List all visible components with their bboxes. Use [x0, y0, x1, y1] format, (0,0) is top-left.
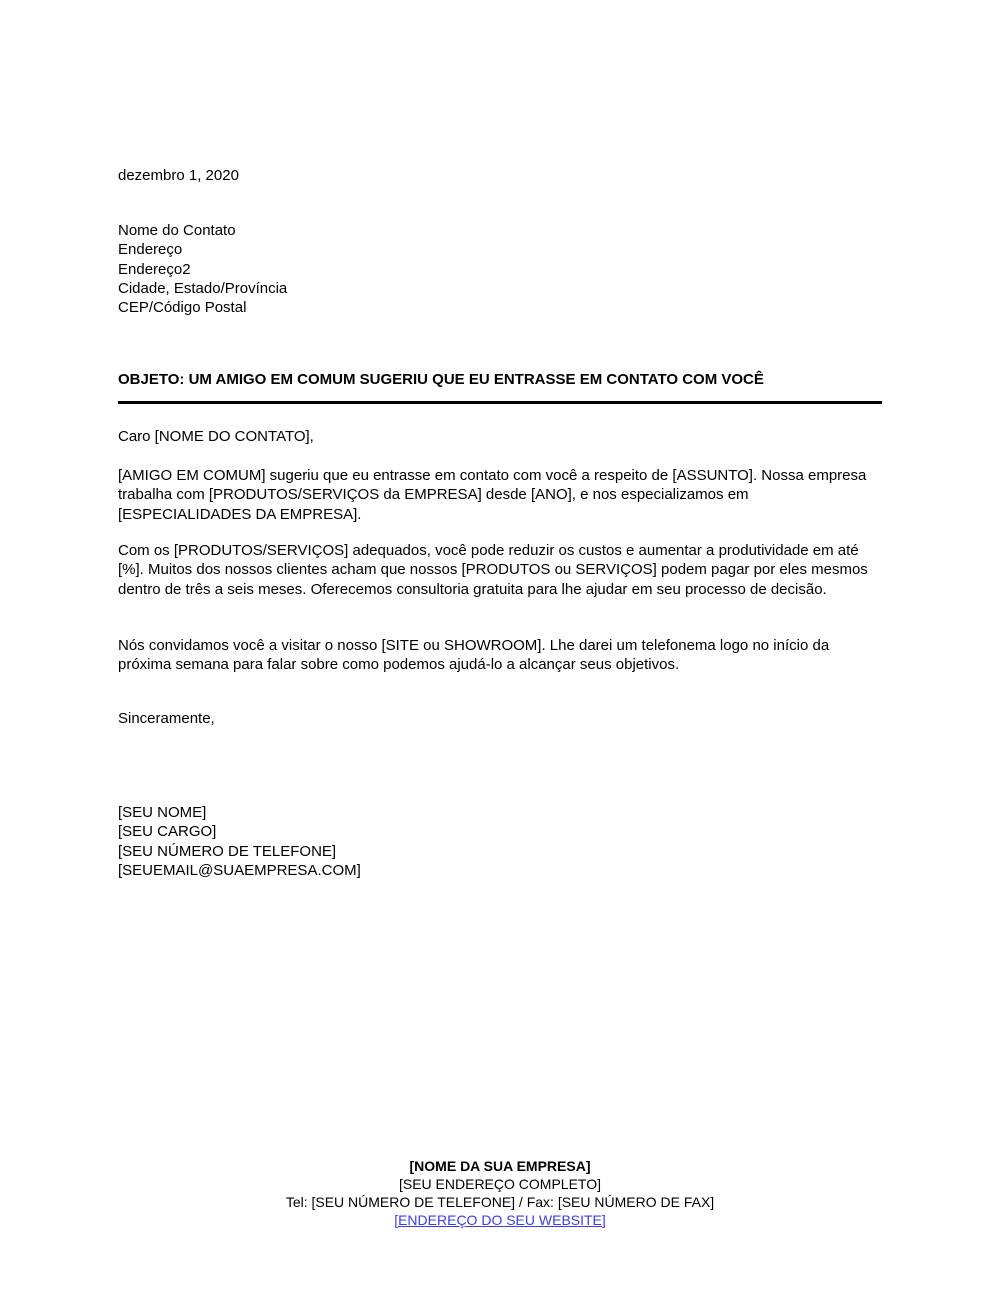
body-paragraph-1: [AMIGO EM COMUM] sugeriu que eu entrasse em contato com você a respeito de [ASSUNTO]. Nossa empresa trabalha com [PRODUTOS/SERVIÇOS da EMPRESA] desde [ANO], e nos especializamos em [ESPECIALIDADES DA EMPRESA].	[118, 467, 867, 523]
sender-email: [SEUEMAIL@SUAEMPRESA.COM]	[118, 861, 361, 879]
sender-phone: [SEU NÚMERO DE TELEFONE]	[118, 842, 337, 860]
salutation: Caro [NOME DO CONTATO],	[118, 428, 314, 445]
signature-block	[118, 803, 361, 880]
subject-divider-rule	[118, 401, 882, 404]
footer-tel-fax: Tel: [SEU NÚMERO DE TELEFONE] / Fax: [SEU NÚMERO DE FAX]	[285, 1193, 715, 1210]
recipient-name: Nome do Contato	[118, 222, 236, 239]
closing-phrase: Sinceramente,	[118, 710, 215, 727]
sender-title: [SEU CARGO]	[118, 823, 217, 841]
subject-heading: OBJETO: UM AMIGO EM COMUM SUGERIU QUE EU ENTRASSE EM CONTATO COM VOCÊ	[118, 371, 764, 388]
recipient-city-state: Cidade, Estado/Província	[118, 279, 288, 297]
footer-company-name: [NOME DA SUA EMPRESA]	[409, 1158, 591, 1174]
footer-website-link[interactable]: [ENDEREÇO DO SEU WEBSITE]	[394, 1211, 606, 1228]
letter-date: dezembro 1, 2020	[118, 167, 239, 184]
recipient-postal-code: CEP/Código Postal	[118, 299, 247, 317]
recipient-address-block	[118, 221, 287, 317]
recipient-address-line1: Endereço	[118, 241, 183, 259]
body-paragraph-3: Nós convidamos você a visitar o nosso [SITE ou SHOWROOM]. Lhe darei um telefonema logo no início da próxima semana para falar sobre como podemos ajudá-lo a alcançar seus objetivos.	[118, 637, 830, 674]
footer-company-address: [SEU ENDEREÇO COMPLETO]	[398, 1175, 601, 1192]
body-paragraph-2: Com os [PRODUTOS/SERVIÇOS] adequados, você pode reduzir os custos e aumentar a produtividade em até [%]. Muitos dos nossos clientes acham que nossos [PRODUTOS ou SERVIÇOS] podem pagar por eles mesmos dentro de três a seis meses. Oferecemos consultoria gratuita para lhe ajudar em seu processo de decisão.	[118, 542, 868, 598]
recipient-address-line2: Endereço2	[118, 260, 191, 278]
letter-footer	[0, 1158, 1000, 1230]
sender-name: [SEU NOME]	[118, 804, 207, 821]
